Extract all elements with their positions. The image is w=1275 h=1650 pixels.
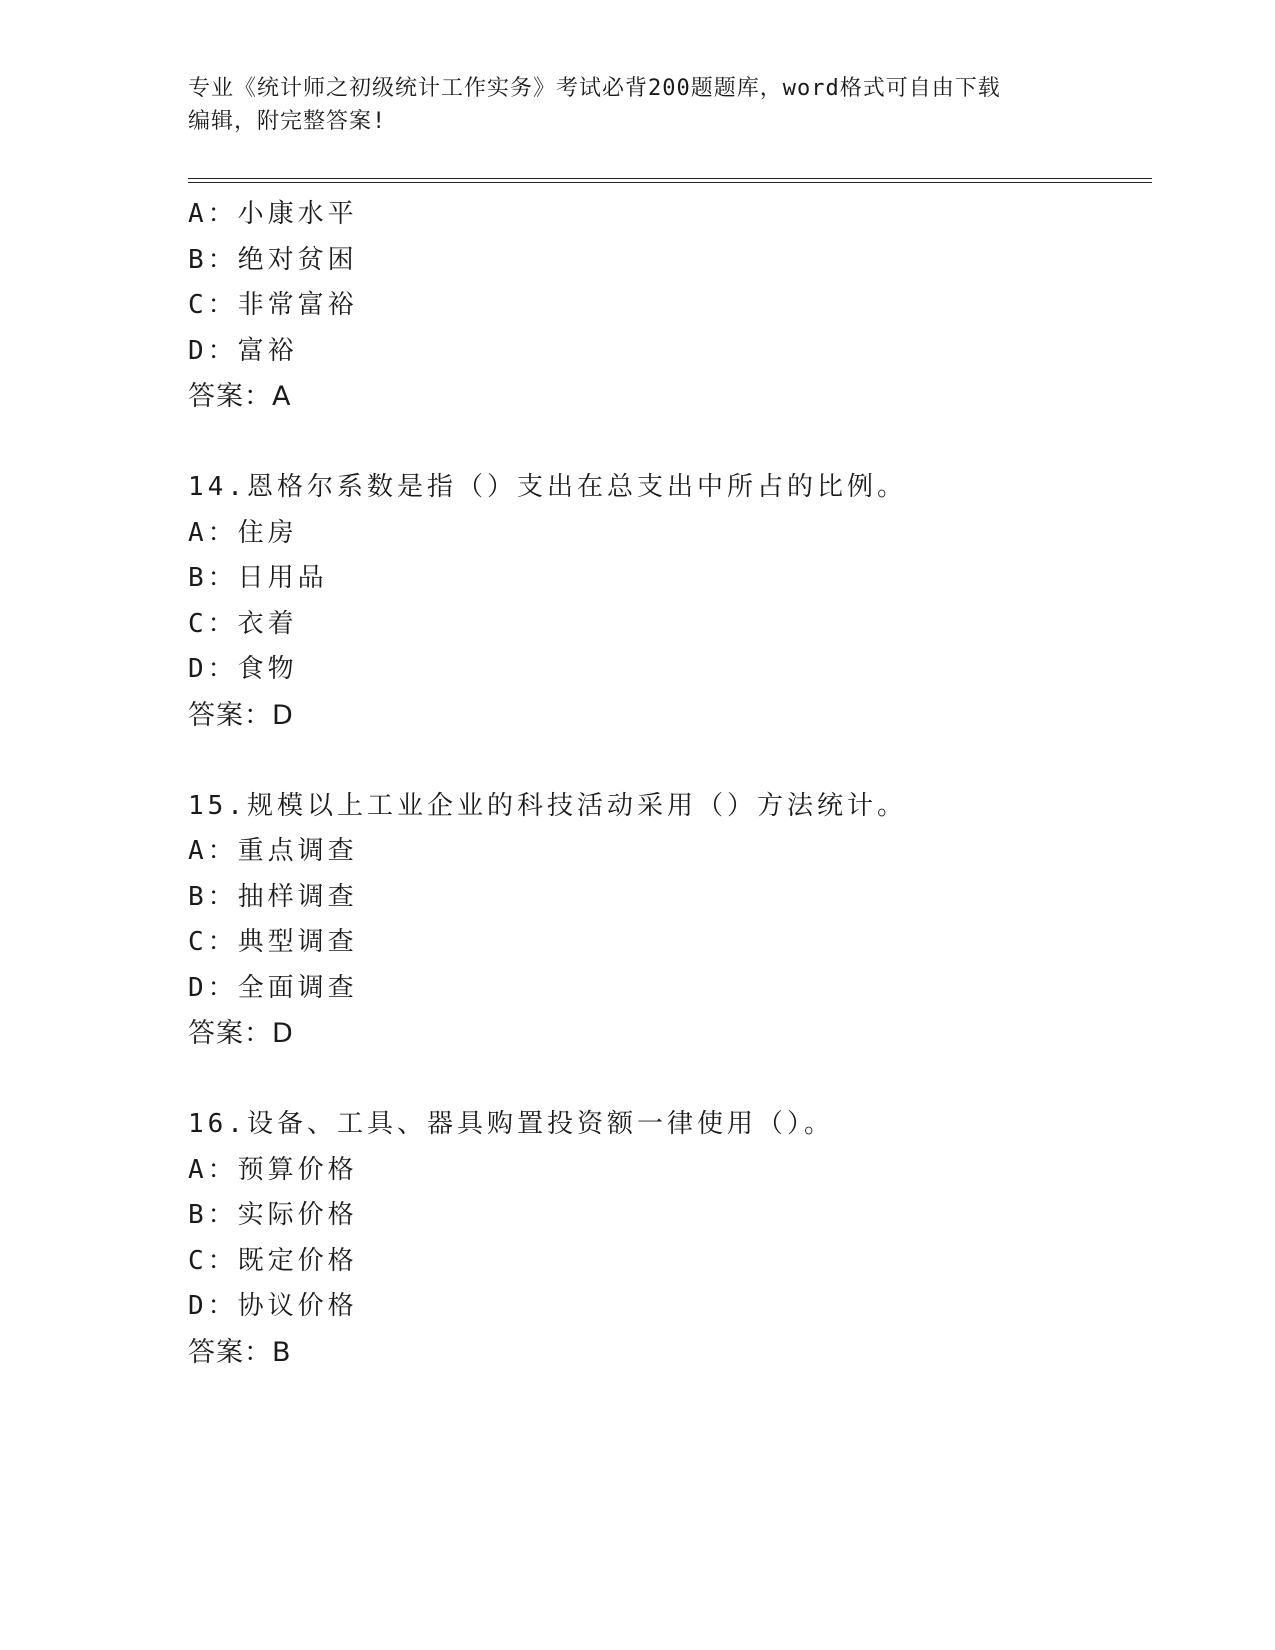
question-block-15 xyxy=(188,784,1148,1057)
header-divider-top xyxy=(188,178,1152,179)
answer: 答案：B xyxy=(188,1336,292,1368)
option-d: D：协议价格 xyxy=(188,1291,358,1321)
header-divider-bottom xyxy=(188,182,1152,183)
option-b: B：日用品 xyxy=(188,563,328,593)
option-a: A：住房 xyxy=(188,517,298,548)
spacer xyxy=(188,420,1148,466)
option-c: C：典型调查 xyxy=(188,927,358,957)
header-line-1: 专业《统计师之初级统计工作实务》考试必背200题题库，word格式可自由下载 xyxy=(188,76,1001,101)
option-c: C：非常富裕 xyxy=(188,290,358,320)
option-b: B：绝对贫困 xyxy=(188,244,358,275)
option-a: A：小康水平 xyxy=(188,199,358,229)
question-block-16 xyxy=(188,1102,1148,1375)
question-list xyxy=(188,192,1148,1375)
question-text: 14.恩格尔系数是指（）支出在总支出中所占的比例。 xyxy=(188,472,907,502)
option-a: A：预算价格 xyxy=(188,1154,358,1185)
option-c: C：既定价格 xyxy=(188,1245,358,1276)
option-b: B：抽样调查 xyxy=(188,881,358,912)
option-d: D：富裕 xyxy=(188,335,298,366)
question-text: 15.规模以上工业企业的科技活动采用（）方法统计。 xyxy=(188,790,907,821)
question-block-13 xyxy=(188,192,1148,420)
option-b: B：实际价格 xyxy=(188,1200,358,1230)
question-block-14 xyxy=(188,465,1148,738)
spacer xyxy=(188,738,1148,784)
option-d: D：食物 xyxy=(188,654,298,684)
option-c: C：衣着 xyxy=(188,608,298,639)
answer: 答案：A xyxy=(188,381,292,412)
answer: 答案：D xyxy=(188,699,294,731)
question-text: 16.设备、工具、器具购置投资额一律使用（）。 xyxy=(188,1109,834,1139)
option-a: A：重点调查 xyxy=(188,836,358,866)
document-header xyxy=(188,72,1088,138)
spacer xyxy=(188,1057,1148,1103)
option-d: D：全面调查 xyxy=(188,972,358,1003)
answer: 答案：D xyxy=(188,1018,294,1049)
header-line-2: 编辑，附完整答案! xyxy=(188,109,387,134)
